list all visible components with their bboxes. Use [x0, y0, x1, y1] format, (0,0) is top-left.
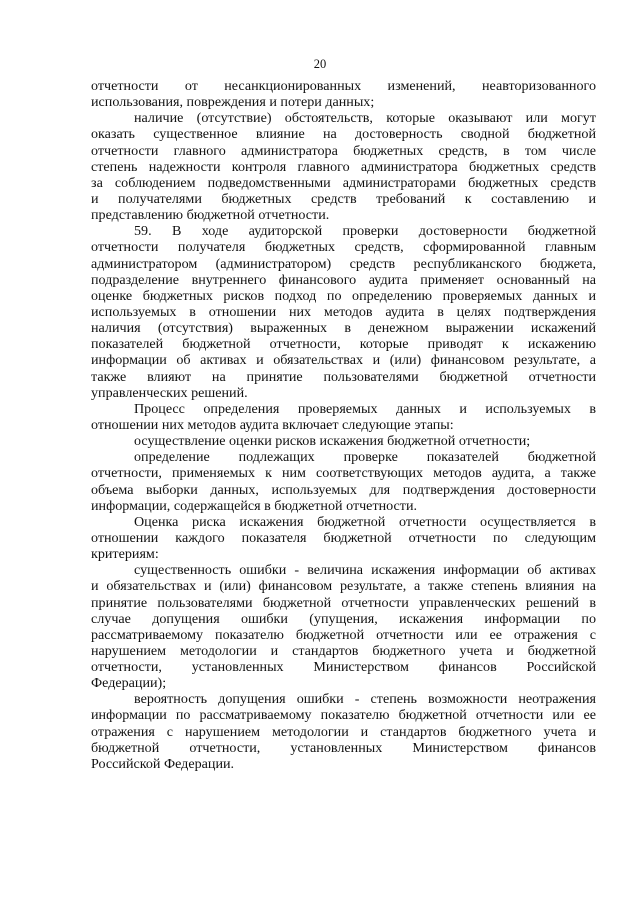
text-line: рассматриваемому показателю бюджетной отчетности или ее отражения с — [91, 626, 596, 643]
text-line: управленческих решений. — [91, 384, 248, 401]
text-line: критериям: — [91, 546, 159, 563]
text-line: использования, повреждения и потери данных; — [91, 94, 375, 111]
page-number: 20 — [313, 57, 327, 71]
text-line: Федерации); — [91, 675, 167, 692]
text-line: информации об активах и обязательствах и (или) финансовом результате, а — [91, 352, 596, 369]
text-line: отчетности главного администратора бюджетных средств, в том числе — [91, 142, 596, 159]
text-line: отчетности, установленных Министерством финансов Российской — [91, 659, 596, 676]
paragraph — [91, 562, 596, 691]
text-line: Оценка риска искажения бюджетной отчетности осуществляется в — [134, 513, 596, 530]
text-line: бюджетной отчетности, установленных Министерством финансов — [91, 739, 596, 756]
text-line: отношении каждого показателя бюджетной отчетности по следующим — [91, 529, 596, 546]
text-line: объема выборки данных, используемых для подтверждения достоверности — [91, 481, 596, 498]
text-line: оказать существенное влияние на достоверность сводной бюджетной — [91, 126, 596, 143]
text-line: осуществление оценки рисков искажения бюджетной отчетности; — [134, 433, 531, 450]
text-line: также влияют на принятие пользователями бюджетной отчетности — [91, 368, 596, 385]
text-line: степень надежности контроля главного администратора бюджетных средств — [91, 158, 596, 175]
paragraph — [91, 401, 596, 433]
text-line: принятие пользователями бюджетной отчетности управленческих решений в — [91, 594, 596, 611]
text-line: существенность ошибки - величина искажения информации об активах — [134, 562, 596, 579]
text-line: наличие (отсутствие) обстоятельств, которые оказывают или могут — [134, 110, 596, 127]
paragraph — [91, 433, 596, 449]
text-line: 59. В ходе аудиторской проверки достоверности бюджетной — [134, 223, 596, 240]
text-line: оценке бюджетных рисков подход по определению проверяемых данных и — [91, 287, 596, 304]
paragraph — [91, 223, 596, 401]
text-line: и получателями бюджетных средств требований к составлению и — [91, 190, 596, 207]
text-line: отчетности получателя бюджетных средств, сформированной главным — [91, 239, 596, 256]
text-line: показателей бюджетной отчетности, которые приводят к искажению — [91, 336, 596, 353]
text-line: используемых в отношении них методов аудита в целях подтверждения — [91, 303, 596, 320]
text-line: Российской Федерации. — [91, 755, 235, 772]
text-line: отчетности от несанкционированных изменений, неавторизованного — [91, 78, 596, 94]
text-line: представлению бюджетной отчетности. — [91, 207, 330, 224]
document-body — [91, 78, 596, 772]
text-line: отношении них методов аудита включает следующие этапы: — [91, 416, 454, 433]
text-line: наличия (отсутствия) выраженных в денежном выражении искажений — [91, 320, 596, 337]
paragraph — [91, 449, 596, 514]
text-line: подразделение внутреннего финансового аудита применяет основанный на — [91, 271, 596, 288]
text-line: случае допущения ошибки (упущения, искажения информации по — [91, 610, 596, 627]
text-line: отражения с нарушением методологии и стандартов бюджетного учета и — [91, 723, 596, 740]
paragraph — [91, 110, 596, 223]
text-line: за соблюдением подведомственными администраторами бюджетных средств — [91, 174, 596, 191]
text-line: Процесс определения проверяемых данных и используемых в — [134, 400, 596, 417]
text-line: информации, содержащейся в бюджетной отчетности. — [91, 497, 418, 514]
paragraph — [91, 691, 596, 772]
text-line: определение подлежащих проверке показателей бюджетной — [134, 449, 596, 466]
paragraph — [91, 78, 596, 110]
text-line: нарушением методологии и стандартов бюджетного учета и бюджетной — [91, 642, 596, 659]
text-line: администратором (администратором) средств республиканского бюджета, — [91, 255, 596, 272]
text-line: вероятность допущения ошибки - степень возможности неотражения — [134, 691, 596, 708]
text-line: информации по рассматриваемому показателю бюджетной отчетности или ее — [91, 707, 596, 724]
text-line: и обязательствах и (или) финансовом результате, а также степень влияния на — [91, 578, 596, 595]
text-line: отчетности, применяемых к ним соответствующих методов аудита, а также — [91, 465, 596, 482]
paragraph — [91, 514, 596, 562]
